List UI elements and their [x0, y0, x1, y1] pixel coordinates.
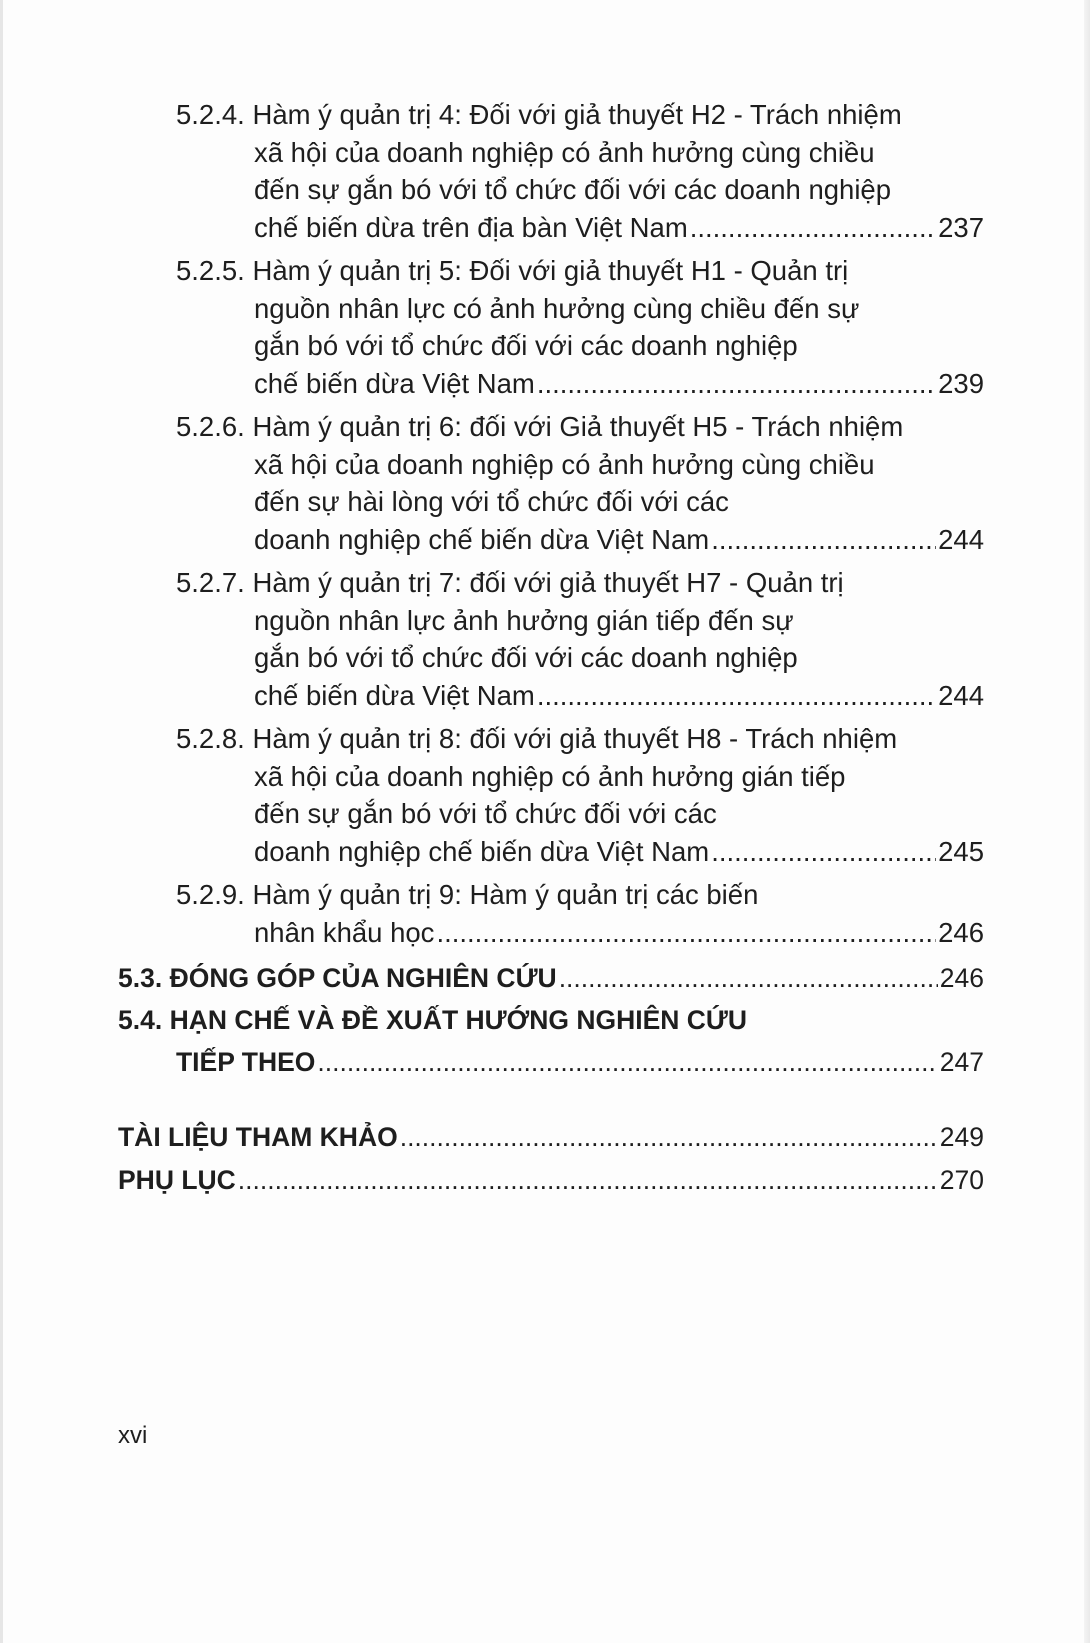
toc-entry-first-line — [176, 408, 984, 446]
toc-entry-line: đến sự hài lòng với tổ chức đối với các — [254, 486, 729, 517]
toc-entry-text: Hàm ý quản trị 6: đối với Giả thuyết H5 - Trách nhiệm — [252, 411, 904, 442]
toc-entry-text: Hàm ý quản trị 4: Đối với giả thuyết H2 - Trách nhiệm — [252, 99, 902, 130]
toc-entry-text: chế biến dừa trên địa bàn Việt Nam — [254, 211, 688, 243]
toc-entry-text: chế biến dừa Việt Nam — [254, 367, 535, 399]
dot-leader — [537, 365, 936, 403]
page-edge — [1084, 0, 1090, 1643]
toc-entry-5-2-5[interactable] — [176, 252, 984, 402]
toc-entry-first-line — [176, 876, 984, 914]
dot-leader — [690, 209, 936, 247]
toc-entry-first-line — [176, 564, 984, 602]
toc-entry-text: nhân khẩu học — [254, 916, 435, 948]
toc-entry-text: chế biến dừa Việt Nam — [254, 679, 535, 711]
dot-leader — [537, 677, 936, 715]
toc-entry-line: đến sự gắn bó với tổ chức đối với các — [254, 798, 717, 829]
toc-entry-number: 5.2.8. — [176, 723, 245, 754]
toc-entry-last-line — [176, 833, 984, 871]
toc-entry-last-line — [176, 914, 984, 952]
dot-leader — [436, 914, 936, 952]
page-number: 237 — [938, 211, 984, 243]
toc-section-title: 5.3. ĐÓNG GÓP CỦA NGHIÊN CỨU — [118, 963, 557, 993]
dot-leader — [711, 521, 936, 559]
toc-entry-text: Hàm ý quản trị 8: đối với giả thuyết H8 - Trách nhiệm — [252, 723, 898, 754]
table-of-contents — [118, 96, 984, 1202]
folio-page-number: xvi — [118, 1422, 148, 1449]
toc-entry-last-line — [176, 365, 984, 403]
toc-entry-text: Hàm ý quản trị 7: đối với giả thuyết H7 - Quản trị — [252, 567, 844, 598]
toc-entry-last-line — [176, 209, 984, 247]
toc-section-title: 5.4. HẠN CHẾ VÀ ĐỀ XUẤT HƯỚNG NGHIÊN CỨU — [118, 1005, 748, 1035]
spacer — [118, 1083, 984, 1116]
toc-entry-5-2-4[interactable] — [176, 96, 984, 246]
toc-entry-line: đến sự gắn bó với tổ chức đối với các doanh nghiệp — [254, 174, 892, 205]
toc-references[interactable] — [118, 1116, 984, 1159]
toc-entry-text: Hàm ý quản trị 9: Hàm ý quản trị các biến — [252, 879, 759, 910]
toc-top-title: PHỤ LỤC — [118, 1165, 236, 1195]
toc-entry-number: 5.2.9. — [176, 879, 245, 910]
toc-entry-5-2-9[interactable] — [176, 876, 984, 951]
toc-section-line — [118, 957, 984, 999]
toc-entry-line: xã hội của doanh nghiệp có ảnh hưởng cùng chiều — [254, 448, 875, 480]
page-number: 244 — [938, 523, 984, 555]
toc-entry-first-line — [176, 96, 984, 134]
dot-leader — [317, 1041, 937, 1083]
toc-entry-last-line — [176, 677, 984, 715]
toc-entry-line: xã hội của doanh nghiệp có ảnh hưởng gián tiếp — [254, 760, 846, 792]
toc-entry-5-2-7[interactable] — [176, 564, 984, 714]
toc-top-line — [118, 1159, 984, 1202]
toc-top-line — [118, 1116, 984, 1159]
toc-entry-text: doanh nghiệp chế biến dừa Việt Nam — [254, 835, 710, 867]
toc-entry-text: doanh nghiệp chế biến dừa Việt Nam — [254, 523, 710, 555]
toc-entry-number: 5.2.4. — [176, 99, 245, 130]
dot-leader — [238, 1159, 938, 1202]
toc-entry-first-line — [176, 720, 984, 758]
toc-entry-line: xã hội của doanh nghiệp có ảnh hưởng cùng chiều — [254, 136, 875, 168]
toc-top-title: TÀI LIỆU THAM KHẢO — [118, 1122, 398, 1152]
page-number: 249 — [939, 1122, 984, 1152]
toc-entry-first-line — [176, 252, 984, 290]
toc-section-5-4[interactable] — [118, 999, 984, 1083]
toc-entry-5-2-8[interactable] — [176, 720, 984, 870]
toc-section-line — [118, 1041, 984, 1083]
page-number: 244 — [938, 679, 984, 711]
toc-entry-last-line — [176, 521, 984, 559]
page-number: 246 — [939, 963, 984, 993]
toc-appendix[interactable] — [118, 1159, 984, 1202]
toc-section-title-cont: TIẾP THEO — [176, 1047, 316, 1077]
page-number: 239 — [938, 367, 984, 399]
toc-entry-line: gắn bó với tổ chức đối với các doanh nghiệp — [254, 330, 798, 361]
dot-leader — [559, 957, 938, 999]
toc-entry-number: 5.2.6. — [176, 411, 245, 442]
dot-leader — [400, 1116, 938, 1159]
toc-entry-number: 5.2.5. — [176, 255, 245, 286]
toc-entry-line: nguồn nhân lực ảnh hưởng gián tiếp đến sự — [254, 604, 794, 636]
dot-leader — [711, 833, 936, 871]
page-number: 270 — [939, 1165, 984, 1195]
page-number: 246 — [938, 916, 984, 948]
toc-entry-line: nguồn nhân lực có ảnh hưởng cùng chiều đến sự — [254, 292, 860, 324]
page-number: 247 — [939, 1047, 984, 1077]
toc-section-5-3[interactable] — [118, 957, 984, 999]
toc-entry-5-2-6[interactable] — [176, 408, 984, 558]
toc-entry-text: Hàm ý quản trị 5: Đối với giả thuyết H1 - Quản trị — [252, 255, 849, 286]
page-number: 245 — [938, 835, 984, 867]
toc-entry-number: 5.2.7. — [176, 567, 245, 598]
toc-entry-line: gắn bó với tổ chức đối với các doanh nghiệp — [254, 642, 798, 673]
